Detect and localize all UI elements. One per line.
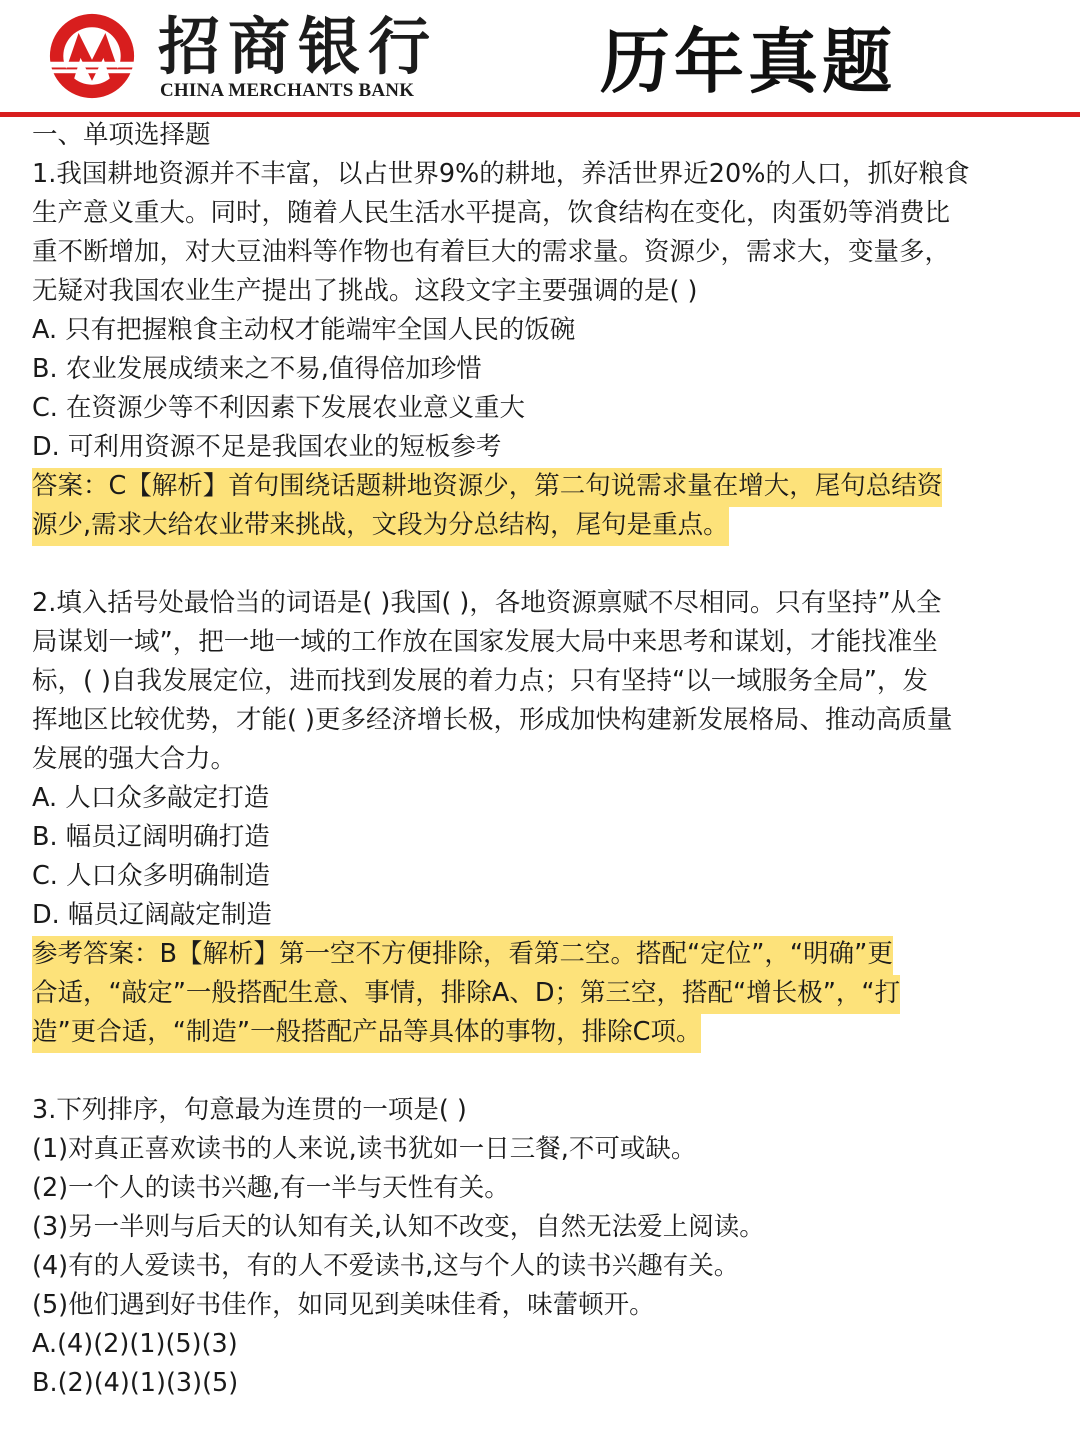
cmb-logo-icon bbox=[44, 12, 140, 100]
option-a: A. 人口众多敲定打造 bbox=[32, 783, 270, 813]
section-title: 一、单项选择题 bbox=[32, 120, 211, 150]
question-stem-line: 重不断增加，对大豆油料等作物也有着巨大的需求量。资源少，需求大，变量多， bbox=[32, 237, 951, 267]
question-stem-line: 局谋划一域”，把一地一域的工作放在国家发展大局中来思考和谋划，才能找准坐 bbox=[32, 627, 938, 657]
option-b: B.(2)(4)(1)(3)(5) bbox=[32, 1368, 239, 1398]
option-b: B. 农业发展成绩来之不易,值得倍加珍惜 bbox=[32, 354, 482, 384]
question-3 bbox=[32, 1091, 1056, 1403]
question-stem-line: 发展的强大合力。 bbox=[32, 744, 237, 774]
option-a: A. 只有把握粮食主动权才能端牢全国人民的饭碗 bbox=[32, 315, 576, 345]
sentence-item: (4)有的人爱读书，有的人不爱读书,这与个人的读书兴趣有关。 bbox=[32, 1251, 740, 1281]
question-content bbox=[32, 116, 1056, 1403]
question-stem-line: 2.填入括号处最恰当的词语是( )我国( )，各地资源禀赋不尽相同。只有坚持”从全 bbox=[32, 588, 942, 618]
page-title: 历年真题 bbox=[600, 21, 896, 103]
sentence-item: (2)一个人的读书兴趣,有一半与天性有关。 bbox=[32, 1173, 510, 1203]
option-d: D. 可利用资源不足是我国农业的短板参考 bbox=[32, 432, 502, 462]
question-stem-line: 生产意义重大。同时，随着人民生活水平提高，饮食结构在变化，肉蛋奶等消费比 bbox=[32, 198, 951, 228]
answer-explanation-line: 合适，“敲定”一般搭配生意、事情，排除A、D；第三空，搭配“增长极”，“打 bbox=[32, 975, 900, 1014]
option-d: D. 幅员辽阔敲定制造 bbox=[32, 900, 272, 930]
option-b: B. 幅员辽阔明确打造 bbox=[32, 822, 270, 852]
question-1 bbox=[32, 155, 1056, 545]
sentence-item: (3)另一半则与后天的认知有关,认知不改变，自然无法爱上阅读。 bbox=[32, 1212, 765, 1242]
sentence-item: (1)对真正喜欢读书的人来说,读书犹如一日三餐,不可或缺。 bbox=[32, 1134, 697, 1164]
question-stem-line: 标，( )自我发展定位，进而找到发展的着力点；只有坚持“以一域服务全局”，发 bbox=[32, 666, 928, 696]
option-c: C. 在资源少等不利因素下发展农业意义重大 bbox=[32, 393, 526, 423]
answer-explanation-line: 参考答案：B【解析】第一空不方便排除，看第二空。搭配“定位”，“明确”更 bbox=[32, 936, 893, 975]
spacer bbox=[32, 545, 1056, 584]
option-a: A.(4)(2)(1)(5)(3) bbox=[32, 1329, 238, 1359]
question-stem-line: 1.我国耕地资源并不丰富，以占世界9%的耕地，养活世界近20%的人口，抓好粮食 bbox=[32, 159, 970, 189]
question-stem-line: 3.下列排序，句意最为连贯的一项是( ) bbox=[32, 1095, 467, 1125]
answer-explanation-line: 答案：C【解析】首句围绕话题耕地资源少，第二句说需求量在增大，尾句总结资 bbox=[32, 468, 942, 507]
brand-name-en: CHINA MERCHANTS BANK bbox=[160, 80, 415, 101]
question-stem-line: 挥地区比较优势，才能( )更多经济增长极，形成加快构建新发展格局、推动高质量 bbox=[32, 705, 953, 735]
spacer bbox=[32, 1052, 1056, 1091]
option-c: C. 人口众多明确制造 bbox=[32, 861, 271, 891]
sentence-item: (5)他们遇到好书佳作，如同见到美味佳肴，味蕾顿开。 bbox=[32, 1290, 655, 1320]
answer-explanation-line: 造”更合适，“制造”一般搭配产品等具体的事物，排除C项。 bbox=[32, 1014, 701, 1053]
answer-explanation-line: 源少,需求大给农业带来挑战，文段为分总结构，尾句是重点。 bbox=[32, 507, 729, 546]
brand-name-cn: 招商银行 bbox=[158, 10, 439, 83]
question-stem-line: 无疑对我国农业生产提出了挑战。这段文字主要强调的是( ) bbox=[32, 276, 698, 306]
question-2 bbox=[32, 584, 1056, 1052]
header bbox=[0, 0, 1080, 114]
